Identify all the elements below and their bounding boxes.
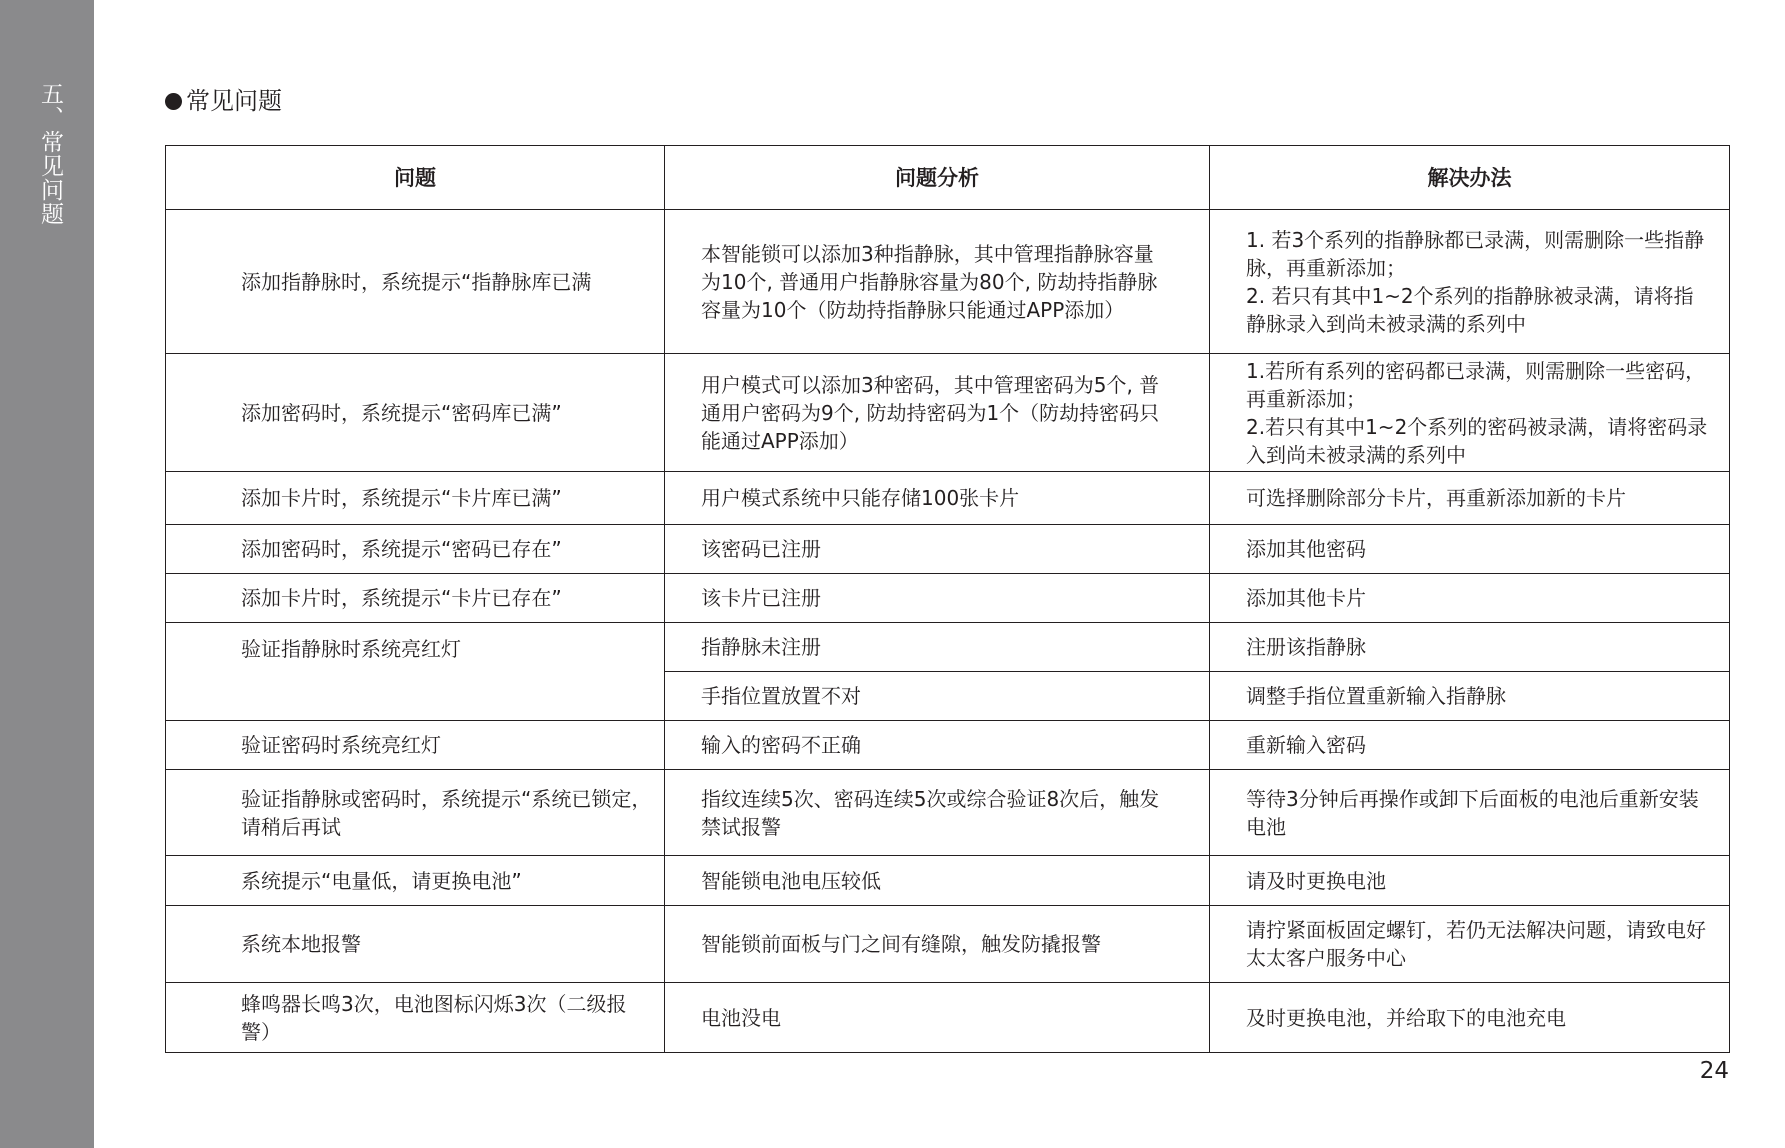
problem-cell: 系统本地报警	[166, 906, 665, 983]
analysis-cell: 该密码已注册	[665, 525, 1210, 574]
solution-cell: 1. 若3个系列的指静脉都已录满，则需删除一些指静脉，再重新添加； 2. 若只有其中1~2个系列的指静脉被录满，请将指静脉录入到尚未被录满的系列中	[1210, 210, 1730, 354]
table-row	[166, 354, 1730, 472]
table-row	[166, 983, 1730, 1053]
analysis-cell: 指纹连续5次、密码连续5次或综合验证8次后，触发禁试报警	[665, 770, 1210, 856]
bullet-icon	[165, 93, 182, 110]
table-row	[166, 210, 1730, 354]
header-solution: 解决办法	[1210, 146, 1730, 210]
solution-cell: 1.若所有系列的密码都已录满，则需删除一些密码，再重新添加； 2.若只有其中1~2个系列的密码被录满，请将密码录入到尚未被录满的系列中	[1210, 354, 1730, 472]
problem-cell: 添加卡片时，系统提示“卡片库已满”	[166, 472, 665, 525]
problem-cell: 添加指静脉时，系统提示“指静脉库已满	[166, 210, 665, 354]
solution-cell: 注册该指静脉	[1210, 623, 1730, 672]
table-row	[166, 623, 1730, 672]
problem-cell: 蜂鸣器长鸣3次，电池图标闪烁3次（二级报警）	[166, 983, 665, 1053]
problem-cell: 添加密码时，系统提示“密码库已满”	[166, 354, 665, 472]
page-number: 24	[1699, 1058, 1729, 1084]
table-row	[166, 906, 1730, 983]
table-row	[166, 525, 1730, 574]
analysis-cell: 智能锁电池电压较低	[665, 856, 1210, 906]
table-row	[166, 770, 1730, 856]
table-row	[166, 856, 1730, 906]
solution-cell: 请及时更换电池	[1210, 856, 1730, 906]
analysis-cell: 手指位置放置不对	[665, 672, 1210, 721]
sidebar-section-title: 五、常见问题	[37, 82, 63, 226]
solution-cell: 等待3分钟后再操作或卸下后面板的电池后重新安装电池	[1210, 770, 1730, 856]
problem-cell: 验证指静脉时系统亮红灯	[166, 623, 665, 721]
analysis-cell: 该卡片已注册	[665, 574, 1210, 623]
solution-cell: 重新输入密码	[1210, 721, 1730, 770]
sidebar	[0, 0, 94, 1148]
solution-cell: 调整手指位置重新输入指静脉	[1210, 672, 1730, 721]
solution-cell: 可选择删除部分卡片，再重新添加新的卡片	[1210, 472, 1730, 525]
table-row	[166, 472, 1730, 525]
solution-cell: 添加其他卡片	[1210, 574, 1730, 623]
faq-table	[165, 145, 1730, 1053]
table-header-row	[166, 146, 1730, 210]
analysis-cell: 指静脉未注册	[665, 623, 1210, 672]
analysis-cell: 电池没电	[665, 983, 1210, 1053]
table-row	[166, 574, 1730, 623]
analysis-cell: 用户模式系统中只能存储100张卡片	[665, 472, 1210, 525]
header-problem: 问题	[166, 146, 665, 210]
table-row	[166, 721, 1730, 770]
problem-cell: 添加卡片时，系统提示“卡片已存在”	[166, 574, 665, 623]
analysis-cell: 输入的密码不正确	[665, 721, 1210, 770]
section-heading-text: 常见问题	[186, 87, 282, 115]
header-analysis: 问题分析	[665, 146, 1210, 210]
problem-cell: 验证密码时系统亮红灯	[166, 721, 665, 770]
analysis-cell: 智能锁前面板与门之间有缝隙，触发防撬报警	[665, 906, 1210, 983]
problem-cell: 系统提示“电量低，请更换电池”	[166, 856, 665, 906]
solution-cell: 及时更换电池，并给取下的电池充电	[1210, 983, 1730, 1053]
problem-cell: 验证指静脉或密码时，系统提示“系统已锁定，请稍后再试	[166, 770, 665, 856]
solution-cell: 添加其他密码	[1210, 525, 1730, 574]
solution-cell: 请拧紧面板固定螺钉，若仍无法解决问题，请致电好太太客户服务中心	[1210, 906, 1730, 983]
analysis-cell: 本智能锁可以添加3种指静脉，其中管理指静脉容量为10个, 普通用户指静脉容量为80个, 防劫持指静脉容量为10个（防劫持指静脉只能通过APP添加）	[665, 210, 1210, 354]
section-heading	[165, 86, 282, 116]
problem-cell: 添加密码时，系统提示“密码已存在”	[166, 525, 665, 574]
analysis-cell: 用户模式可以添加3种密码，其中管理密码为5个, 普通用户密码为9个, 防劫持密码为1个（防劫持密码只能通过APP添加）	[665, 354, 1210, 472]
